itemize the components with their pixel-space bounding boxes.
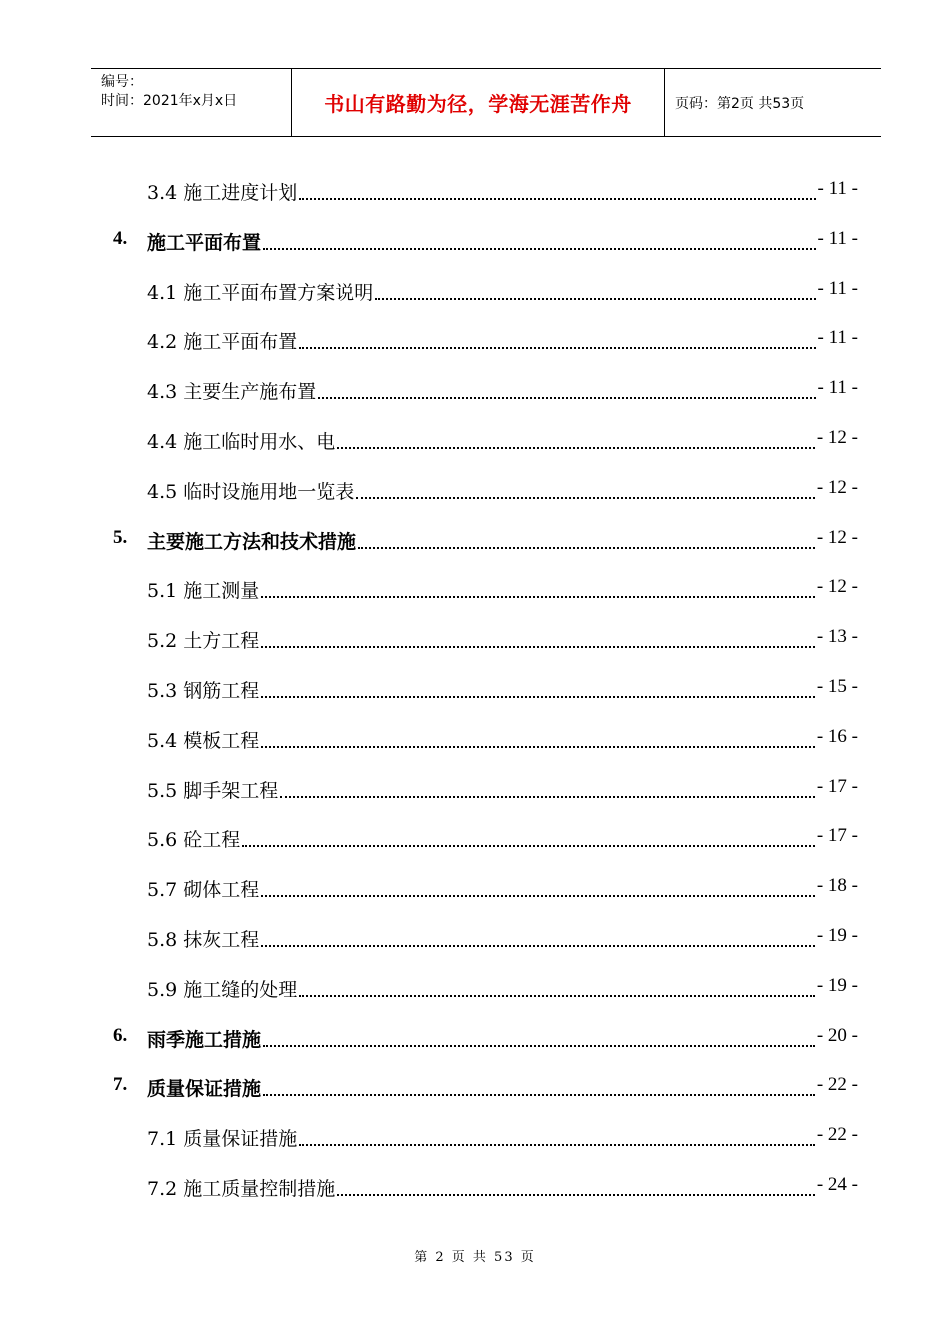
toc-entry-page: - 24 - bbox=[816, 1174, 858, 1195]
toc-leader-dots bbox=[299, 1143, 815, 1146]
toc-entry[interactable] bbox=[0, 1124, 950, 1154]
toc-entry-page: - 17 - bbox=[816, 825, 858, 847]
toc-entry-number: 5. bbox=[113, 526, 128, 548]
toc-entry-title: 5.8 抹灰工程 bbox=[147, 929, 260, 951]
header-motto: 书山有路勤为径，学海无涯苦作舟 bbox=[292, 69, 665, 136]
toc-leader-dots bbox=[261, 944, 815, 947]
toc-entry[interactable] bbox=[0, 178, 950, 208]
toc-entry-title: 4.5 临时设施用地一览表 bbox=[147, 480, 355, 503]
page-header bbox=[91, 68, 881, 137]
toc-entry-title: 7.1 质量保证措施 bbox=[147, 1128, 298, 1151]
toc-leader-dots bbox=[263, 1093, 815, 1096]
toc-entry-title: 质量保证措施 bbox=[147, 1078, 262, 1101]
toc-entry-title: 7.2 施工质量控制措施 bbox=[147, 1178, 336, 1200]
toc-entry-title: 主要施工方法和技术措施 bbox=[147, 530, 357, 553]
toc-entry[interactable] bbox=[0, 576, 950, 606]
toc-entry[interactable] bbox=[0, 527, 950, 557]
toc-entry[interactable] bbox=[0, 327, 950, 357]
toc-entry-page: - 20 - bbox=[816, 1024, 858, 1046]
toc-entry-page: - 12 - bbox=[816, 476, 858, 498]
toc-entry[interactable] bbox=[0, 975, 950, 1005]
toc-leader-dots bbox=[261, 595, 815, 598]
toc-entry-title: 5.9 施工缝的处理 bbox=[147, 978, 298, 1001]
toc-entry-page: - 15 - bbox=[816, 676, 858, 697]
toc-entry-page: - 12 - bbox=[816, 427, 858, 448]
toc-entry-page: - 13 - bbox=[816, 626, 858, 648]
toc-leader-dots bbox=[337, 446, 815, 449]
toc-entry[interactable] bbox=[0, 925, 950, 955]
toc-entry-number: 6. bbox=[113, 1024, 128, 1046]
document-time-label: 时间：2021年x月x日 bbox=[101, 93, 238, 109]
toc-leader-dots bbox=[318, 396, 816, 399]
toc-entry-page: - 11 - bbox=[817, 178, 858, 199]
toc-entry[interactable] bbox=[0, 477, 950, 507]
document-code-label: 编号： bbox=[101, 74, 143, 90]
toc-leader-dots bbox=[261, 645, 815, 648]
toc-entry-page: - 17 - bbox=[816, 775, 858, 797]
toc-entry-page: - 22 - bbox=[816, 1124, 858, 1146]
toc-entry-page: - 19 - bbox=[816, 925, 858, 946]
toc-entry[interactable] bbox=[0, 776, 950, 806]
toc-entry-page: - 19 - bbox=[816, 974, 858, 996]
toc-entry[interactable] bbox=[0, 626, 950, 656]
toc-entry-page: - 16 - bbox=[816, 725, 858, 747]
toc-leader-dots bbox=[242, 844, 815, 847]
toc-leader-dots bbox=[299, 994, 815, 997]
toc-entry-title: 5.7 砌体工程 bbox=[147, 879, 260, 902]
toc-entry[interactable] bbox=[0, 676, 950, 706]
toc-entry[interactable] bbox=[0, 726, 950, 756]
toc-entry-title: 雨季施工措施 bbox=[147, 1028, 262, 1051]
page-footer: 第 2 页 共 53 页 bbox=[414, 1250, 536, 1265]
toc-entry[interactable] bbox=[0, 228, 950, 258]
toc-entry-page: - 22 - bbox=[816, 1074, 858, 1096]
toc-leader-dots bbox=[356, 496, 815, 499]
toc-entry-page: - 11 - bbox=[817, 277, 858, 299]
toc-entry-title: 4.3 主要生产施布置 bbox=[147, 381, 317, 404]
toc-entry-title: 5.5 脚手架工程 bbox=[147, 779, 279, 802]
toc-entry-title: 5.3 钢筋工程 bbox=[147, 680, 260, 702]
toc-entry-title: 5.6 砼工程 bbox=[147, 829, 241, 852]
toc-leader-dots bbox=[337, 1193, 815, 1196]
toc-entry-title: 5.2 土方工程 bbox=[147, 630, 260, 653]
toc-leader-dots bbox=[375, 297, 816, 300]
toc-entry-title: 4.2 施工平面布置 bbox=[147, 331, 298, 354]
toc-entry-number: 4. bbox=[113, 227, 128, 249]
toc-entry-page: - 12 - bbox=[816, 526, 858, 548]
toc-entry-title: 4.4 施工临时用水、电 bbox=[147, 431, 336, 453]
toc-leader-dots bbox=[299, 197, 816, 200]
toc-leader-dots bbox=[261, 695, 815, 698]
toc-leader-dots bbox=[261, 894, 815, 897]
toc-leader-dots bbox=[263, 1044, 815, 1047]
toc-entry[interactable] bbox=[0, 427, 950, 457]
toc-entry[interactable] bbox=[0, 1174, 950, 1204]
toc-leader-dots bbox=[280, 795, 815, 798]
toc-entry[interactable] bbox=[0, 875, 950, 905]
header-page-label: 页码：第2页 共53页 bbox=[675, 95, 805, 112]
header-info-cell bbox=[91, 69, 292, 136]
toc-entry[interactable] bbox=[0, 1025, 950, 1055]
toc-entry[interactable] bbox=[0, 1074, 950, 1104]
toc-leader-dots bbox=[358, 546, 815, 549]
toc-entry-title: 3.4 施工进度计划 bbox=[147, 182, 298, 204]
toc-entry-page: - 11 - bbox=[817, 227, 858, 249]
toc-entry-number: 7. bbox=[113, 1074, 128, 1096]
toc-entry-page: - 11 - bbox=[817, 327, 858, 349]
toc-entry-title: 施工平面布置 bbox=[147, 231, 262, 254]
toc-entry-page: - 12 - bbox=[816, 576, 858, 598]
toc-entry[interactable] bbox=[0, 278, 950, 308]
toc-entry-title: 5.1 施工测量 bbox=[147, 580, 260, 603]
toc-entry-title: 5.4 模板工程 bbox=[147, 729, 260, 752]
toc-entry-page: - 11 - bbox=[817, 377, 858, 399]
toc-leader-dots bbox=[299, 346, 816, 349]
toc-entry-title: 4.1 施工平面布置方案说明 bbox=[147, 281, 374, 304]
toc-entry[interactable] bbox=[0, 825, 950, 855]
toc-entry-page: - 18 - bbox=[816, 875, 858, 897]
toc-leader-dots bbox=[263, 247, 816, 250]
toc-leader-dots bbox=[261, 745, 815, 748]
toc-entry[interactable] bbox=[0, 377, 950, 407]
